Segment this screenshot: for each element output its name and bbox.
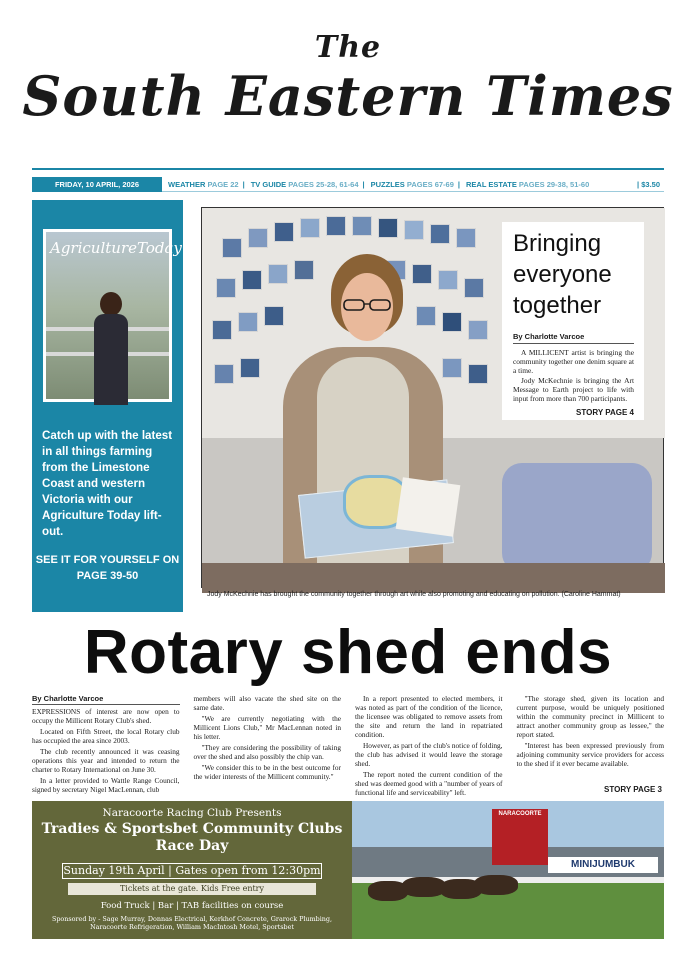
masthead-rule xyxy=(32,168,664,170)
race-day-advert[interactable] xyxy=(32,801,664,939)
denim-square xyxy=(264,306,284,326)
denim-square xyxy=(222,238,242,258)
advert-facilities: Food Truck | Bar | TAB facilities on course xyxy=(100,901,284,911)
denim-square xyxy=(240,358,260,378)
agriculture-promo[interactable] xyxy=(32,200,183,612)
person-body xyxy=(94,314,128,405)
story-paragraph: In a report presented to elected members, it was noted as part of the condition of the licence, the licensee was obligated to remove assets from the site and return the land in repatriated condition. xyxy=(355,694,503,739)
feature-paragraph: A MILLICENT artist is bringing the community together one denim square at a time. xyxy=(513,348,634,376)
story-paragraph: "We are currently negotiating with the Millicent Lions Club," Mr MacLennan noted in his letter. xyxy=(193,714,341,741)
floor xyxy=(202,563,665,593)
denim-square xyxy=(456,228,476,248)
advert-tickets: Tickets at the gate. Kids Free entry xyxy=(68,883,316,895)
agriculture-cover-image xyxy=(43,229,182,402)
story-column-2 xyxy=(194,694,342,790)
denim-square xyxy=(216,278,236,298)
story-paragraph: "Interest has been expressed previously from adjoining community service providers for access to the shed if it ever became available. xyxy=(516,741,664,768)
promo-cta[interactable]: SEE IT FOR YOURSELF ON PAGE 39-50 xyxy=(35,554,180,582)
story-column-4 xyxy=(517,694,665,790)
index-bar xyxy=(32,177,664,192)
masthead-the: The xyxy=(314,30,382,65)
denim-square xyxy=(274,222,294,242)
feature-body xyxy=(513,348,634,403)
masthead xyxy=(0,0,696,165)
story-paragraph: The club recently announced it was ceasing operations this year and intended to return the charter to Rotary International on June 30. xyxy=(32,747,180,774)
index-label: PUZZLES xyxy=(370,179,405,189)
feature-story-ref[interactable]: STORY PAGE 4 xyxy=(576,408,634,418)
story-paragraph: In a letter provided to Wattle Range Council, signed by secretary Nigel MacLennan, club xyxy=(32,776,180,794)
denim-square xyxy=(238,312,258,332)
denim-square xyxy=(468,320,488,340)
cover-price: | $3.50 xyxy=(637,179,660,189)
cover-title: AgricultureToday xyxy=(50,239,182,257)
white-fabric xyxy=(396,477,461,537)
story-paragraph: Located on Fifth Street, the local Rotary club has occupied the area since 2003. xyxy=(32,727,180,745)
denim-square xyxy=(352,216,372,236)
lead-story-columns xyxy=(32,694,664,797)
denim-square xyxy=(404,220,424,240)
divider: | xyxy=(242,179,245,189)
masthead-title: South Eastern Times xyxy=(22,64,674,128)
lead-byline: By Charlotte Varcoe xyxy=(32,694,180,705)
feature-byline: By Charlotte Varcoe xyxy=(513,332,634,344)
feature-paragraph: Jody McKechnie is bringing the Art Message to Earth project to life with input from more than 700 participants. xyxy=(513,375,634,404)
denim-square xyxy=(248,228,268,248)
index-tv-guide[interactable] xyxy=(251,180,359,189)
denim-square xyxy=(438,270,458,290)
index-pages: PAGES 67-69 xyxy=(406,179,454,189)
issue-date: FRIDAY, 10 APRIL, 2026 xyxy=(32,177,162,192)
denim-square xyxy=(242,270,262,290)
index-pages: PAGE 22 xyxy=(207,179,239,189)
story-paragraph: "The storage shed, given its location and current purpose, would be uniquely positioned within the community precinct in Millicent to attract another community group as lessee," the report stated. xyxy=(516,694,664,739)
index-pages: PAGES 29-38, 51-60 xyxy=(518,179,590,189)
story-column-1 xyxy=(32,694,180,794)
denim-square xyxy=(214,364,234,384)
denim-square xyxy=(464,278,484,298)
denim-square xyxy=(412,264,432,284)
denim-square xyxy=(442,358,462,378)
advert-text-panel xyxy=(32,801,352,939)
covered-chair xyxy=(502,463,652,573)
sign-text: NARACOORTE xyxy=(498,811,542,817)
story-column-3 xyxy=(355,694,503,797)
index-weather[interactable] xyxy=(168,180,239,189)
story-paragraph: "They are considering the possibility of taking over the shed and also possibly the chip van. xyxy=(193,743,341,761)
index-puzzles[interactable] xyxy=(371,180,454,189)
denim-square xyxy=(212,320,232,340)
story-paragraph: EXPRESSIONS of interest are now open to occupy the Millicent Rotary Club's shed. xyxy=(32,707,180,725)
advert-date: Sunday 19th April | Gates open from 12:30pm xyxy=(63,864,321,877)
denim-square xyxy=(468,364,488,384)
index-pages: PAGES 25-28, 61-64 xyxy=(288,179,359,189)
advert-sponsors: Sponsored by - Sage Murray, Donnas Electrical, Kerkhof Concrete, Grarock Plumbing, Naracoorte Refrigeration, William MacIntosh Motel, Sportsbet xyxy=(51,915,333,931)
story-paragraph: The report noted the current condition of the shed was deemed good with a "number of years of functional life and serviceability" left. xyxy=(355,770,503,797)
promo-text: Catch up with the latest in all things farming from the Limestone Coast and western Victoria with our Agriculture Today lift-out. xyxy=(42,429,173,538)
feature-story-box[interactable] xyxy=(502,222,644,420)
sponsor-banner: MINIJUMBUK xyxy=(548,857,658,873)
story-paragraph: However, as part of the club's notice of folding, the club has advised it would leave the storage shed. xyxy=(355,741,503,768)
advert-title: Tradies & Sportsbet Community Clubs Race Day xyxy=(41,821,343,854)
photo-caption: Jody McKechnie has brought the community together through art while also promoting and educating on pollution. (Caroline Hammat) xyxy=(207,591,621,598)
racehorse xyxy=(474,875,518,895)
index-label: WEATHER xyxy=(168,179,206,189)
feature-headline: Bringing everyone together xyxy=(513,230,612,319)
racecourse-sign xyxy=(492,809,548,865)
denim-square xyxy=(430,224,450,244)
lead-story-ref[interactable]: STORY PAGE 3 xyxy=(604,785,662,794)
denim-square xyxy=(442,312,462,332)
denim-square xyxy=(326,216,346,236)
divider: | xyxy=(457,179,460,189)
cover-person xyxy=(94,292,128,405)
denim-square xyxy=(268,264,288,284)
index-label: REAL ESTATE xyxy=(465,179,517,189)
person-head xyxy=(100,292,122,316)
racecourse-photo xyxy=(352,801,664,939)
denim-square xyxy=(416,306,436,326)
story-paragraph: "We consider this to be in the best outcome for the wider interests of the Millicent community." xyxy=(193,763,341,781)
glasses-icon xyxy=(341,298,393,312)
story-paragraph: members will also vacate the shed site on the same date. xyxy=(193,694,341,712)
denim-square xyxy=(294,260,314,280)
index-real-estate[interactable] xyxy=(466,180,589,189)
denim-square xyxy=(300,218,320,238)
advert-presents: Naracoorte Racing Club Presents xyxy=(102,807,282,819)
lead-headline[interactable]: Rotary shed ends xyxy=(83,618,613,687)
denim-square xyxy=(378,218,398,238)
divider: | xyxy=(362,179,365,189)
index-label: TV GUIDE xyxy=(250,179,287,189)
